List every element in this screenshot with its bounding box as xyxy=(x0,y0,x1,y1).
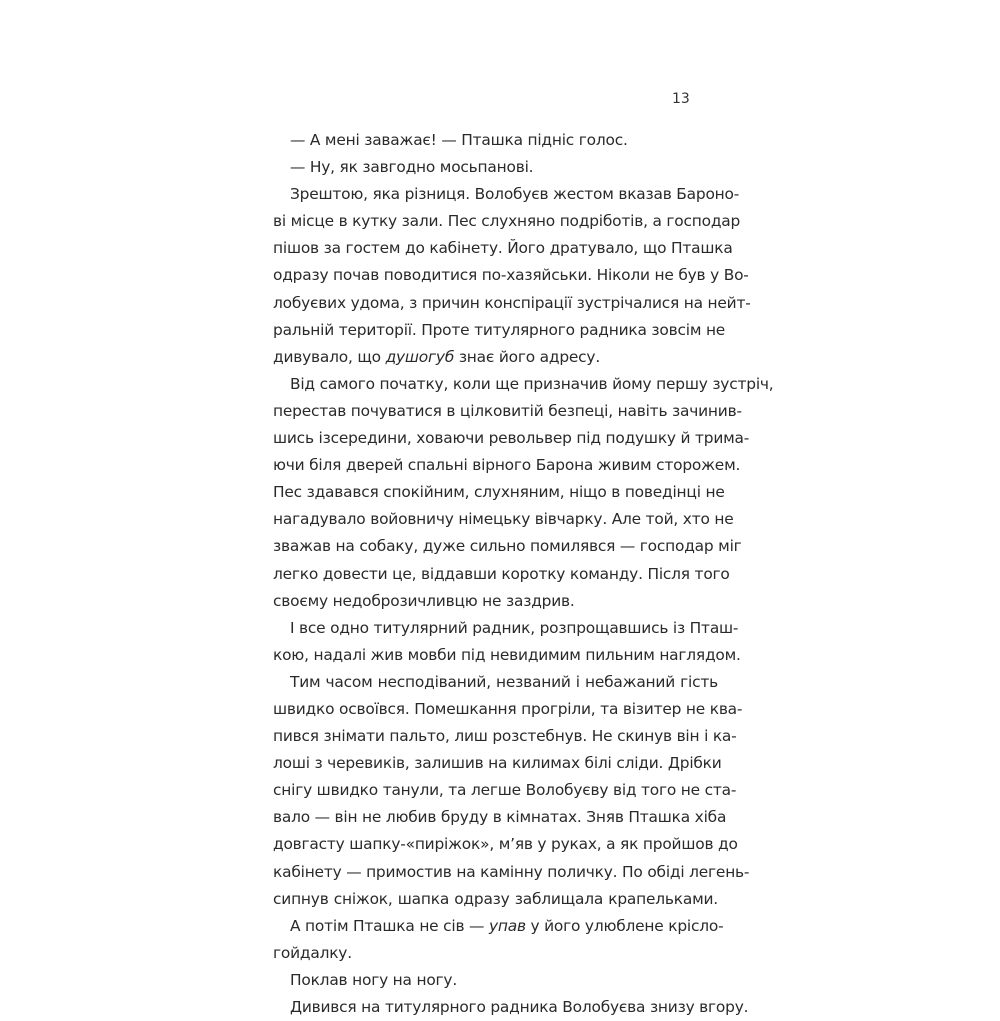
text-line: легко довести це, віддавши коротку команду. Після того xyxy=(273,564,730,583)
text-line: І все одно титулярний радник, розпрощавшись із Пташ- xyxy=(290,618,739,637)
text-line: своєму недоброзичливцю не заздрив. xyxy=(273,591,575,610)
body-text xyxy=(273,127,774,1021)
text-run: дивувало, що xyxy=(273,347,386,366)
italic-word: упав xyxy=(488,916,526,935)
text-line: лоші з черевиків, залишив на килимах білі сліди. Дрібки xyxy=(273,754,722,773)
text-line: Тим часом несподіваний, незваний і небажаний гість xyxy=(290,672,718,691)
page-number: 13 xyxy=(672,91,690,107)
text-line: Від самого початку, коли ще призначив йому першу зустріч, xyxy=(290,374,774,393)
text-run: А потім Пташка не сів — xyxy=(290,916,489,935)
text-line: шись ізсередини, ховаючи револьвер під подушку й трима- xyxy=(273,429,750,448)
text-line: лобуєвих удома, з причин конспірації зустрічалися на нейт- xyxy=(273,293,751,312)
text-line: снігу швидко танули, та легше Волобуєву від того не ста- xyxy=(273,781,737,800)
text-line: Зрештою, яка різниця. Волобуєв жестом вказав Бароно- xyxy=(290,185,740,204)
text-line: одразу почав поводитися по-хазяйськи. Ніколи не був у Во- xyxy=(273,266,749,285)
text-line: вало — він не любив бруду в кімнатах. Зняв Пташка хіба xyxy=(273,808,727,827)
text-line: Дивився на титулярного радника Волобуєва знизу вгору. xyxy=(290,998,749,1016)
text-line: пішов за гостем до кабінету. Його дратувало, що Пташка xyxy=(273,239,733,258)
text-line: пився знімати пальто, лиш розстебнув. Не скинув він і ка- xyxy=(273,727,737,746)
text-line: сипнув сніжок, шапка одразу заблищала крапельками. xyxy=(273,889,718,908)
text-line xyxy=(273,344,718,371)
text-run: у його улюблене крісло- xyxy=(525,916,724,935)
text-line: — Ну, як завгодно мосьпанові. xyxy=(290,158,534,177)
text-line: гойдалку. xyxy=(273,943,352,962)
text-line: ральній території. Проте титулярного радника зовсім не xyxy=(273,320,726,339)
text-line: зважав на собаку, дуже сильно помилявся — господар міг xyxy=(273,537,742,556)
text-line: кабінету — примостив на камінну поличку. По обіді легень- xyxy=(273,862,750,881)
text-line xyxy=(273,913,724,940)
italic-word: душогуб xyxy=(385,347,455,366)
text-line: ві місце в кутку зали. Пес слухняно подріботів, а господар xyxy=(273,212,741,231)
text-line: нагадувало войовничу німецьку вівчарку. Але той, хто не xyxy=(273,510,734,529)
text-line: перестав почуватися в цілковитій безпеці, навіть зачинив- xyxy=(273,401,742,420)
text-line: кою, надалі жив мовби під невидимим пильним наглядом. xyxy=(273,645,741,664)
text-line: довгасту шапку-«пиріжок», м’яв у руках, а як пройшов до xyxy=(273,835,738,854)
text-line: Пес здавався спокійним, слухняним, ніщо в поведінці не xyxy=(273,483,725,502)
text-run: знає його адресу. xyxy=(454,347,601,366)
text-line: швидко освоївся. Помешкання прогріли, та візитер не ква- xyxy=(273,699,743,718)
text-line: Поклав ногу на ногу. xyxy=(290,970,458,989)
text-line: ючи біля дверей спальні вірного Барона живим сторожем. xyxy=(273,456,741,475)
text-line: — А мені заважає! — Пташка підніс голос. xyxy=(290,131,628,149)
